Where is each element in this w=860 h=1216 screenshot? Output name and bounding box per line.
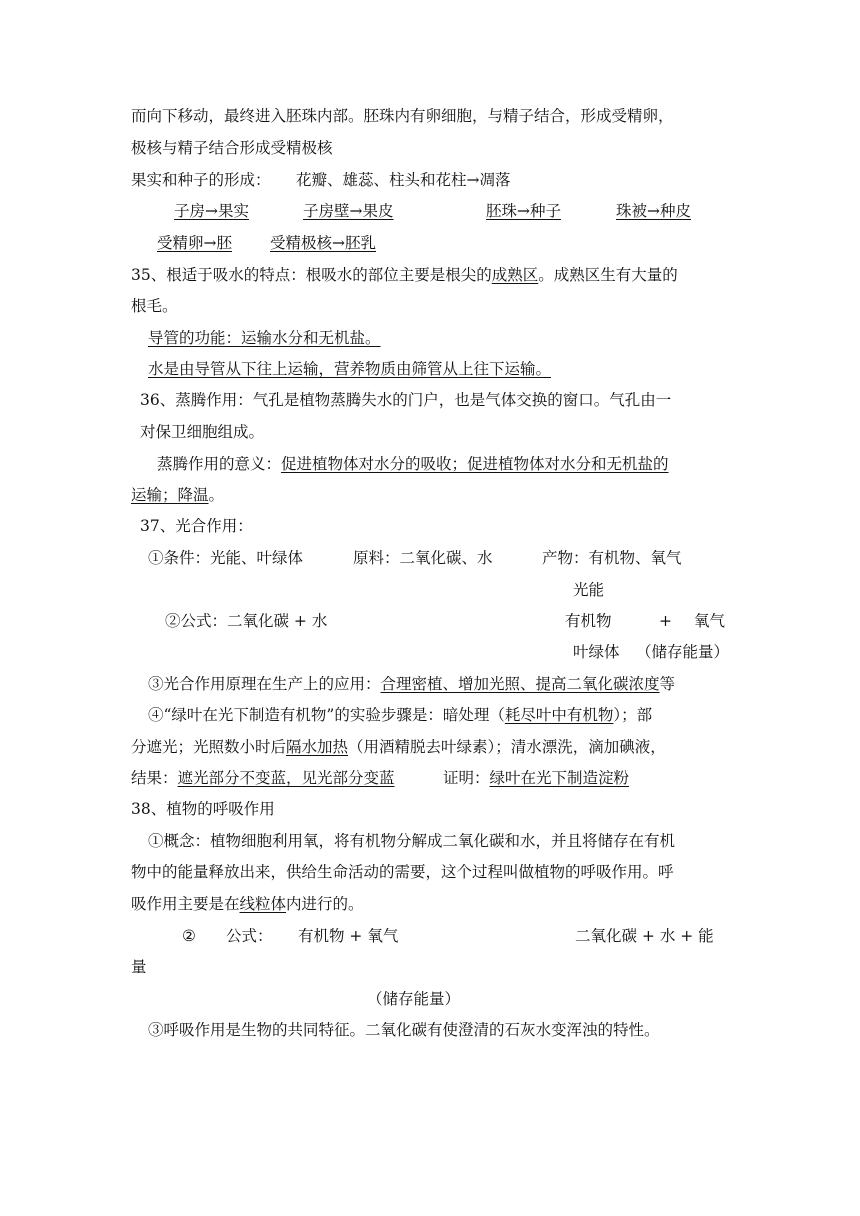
- section-36-line1: 36、蒸腾作用：气孔是植物蒸腾失水的门户，也是气体交换的窗口。气孔由一: [140, 391, 672, 409]
- section-36-line4: [131, 485, 224, 505]
- formula-store-energy: （储存能量）: [636, 643, 730, 661]
- vessel-function: 导管的功能：运输水分和无机盐。: [148, 329, 381, 347]
- paragraph-line: 极核与精子结合形成受精极核: [131, 139, 333, 157]
- formula-chloroplast-label: 叶绿体: [573, 643, 620, 661]
- respiration-formula-number: ②: [182, 927, 196, 945]
- respiration-feature: ③呼吸作用是生物的共同特征。二氧化碳有使澄清的石灰水变浑浊的特性。: [148, 1021, 660, 1039]
- text-segment: 内进行的。: [286, 895, 364, 913]
- respiration-concept-line3: [131, 894, 364, 914]
- mapping-integument: 珠被→种皮: [616, 202, 691, 220]
- formula-organic: 有机物: [565, 612, 612, 630]
- photosynthesis-application: [148, 674, 675, 694]
- experiment-line2: [131, 737, 666, 757]
- respiration-formula-left: 有机物 + 氧气: [298, 927, 399, 945]
- section-35-line2: 根毛。: [131, 297, 178, 315]
- underlined-answer: 隔水加热: [286, 738, 349, 756]
- section-36-line3: [157, 454, 669, 474]
- text-segment: 证明：: [443, 769, 490, 787]
- paragraph-line: 而向下移动，最终进入胚珠内部。胚珠内有卵细胞，与精子结合，形成受精卵，: [131, 107, 674, 125]
- respiration-store-energy: （储存能量）: [367, 990, 461, 1008]
- underlined-answer: 运输；降温: [131, 486, 209, 504]
- underlined-answer: 合理密植、增加光照、提高二氧化碳浓度: [380, 675, 660, 693]
- mapping-polar-nucleus: 受精极核→胚乳: [270, 234, 376, 252]
- text-segment: ）；部: [613, 706, 653, 724]
- mapping-ovary: 子房→果实: [174, 202, 249, 220]
- section-35-line1: [131, 265, 678, 285]
- photosynthesis-raw: 原料：二氧化碳、水: [353, 549, 493, 567]
- text-segment: 蒸腾作用的意义：: [157, 455, 282, 473]
- mapping-ovary-wall: 子房壁→果皮: [303, 202, 394, 220]
- experiment-result: [131, 768, 395, 788]
- text-segment: ③光合作用原理在生产上的应用：: [148, 675, 381, 693]
- transport-direction: 水是由导管从下往上运输，营养物质由筛管从上往下运输。: [148, 360, 552, 378]
- section-37-title: 37、光合作用：: [140, 517, 253, 535]
- text-segment: 等: [659, 675, 676, 693]
- text-segment: 。成熟区生有大量的: [538, 266, 678, 284]
- mapping-ovule: 胚珠→种子: [486, 202, 561, 220]
- experiment-proof: [443, 768, 629, 788]
- respiration-concept-line2: 物中的能量释放出来，供给生命活动的需要，这个过程叫做植物的呼吸作用。呼: [131, 863, 674, 881]
- experiment-line1: [148, 705, 652, 725]
- respiration-formula-right: 二氧化碳 + 水 + 能: [575, 927, 714, 945]
- section-38-title: 38、植物的呼吸作用: [131, 800, 275, 818]
- text-segment: 结果：: [131, 769, 178, 787]
- photosynthesis-product: 产物：有机物、氧气: [542, 549, 682, 567]
- respiration-formula-label: 公式：: [226, 927, 273, 945]
- underlined-answer: 线粒体: [239, 895, 287, 913]
- respiration-concept-line1: ①概念：植物细胞利用氧，将有机物分解成二氧化碳和水，并且将储存在有机: [148, 832, 676, 850]
- text-segment: （用酒精脱去叶绿素）；清水漂洗，滴加碘液，: [348, 738, 666, 756]
- formula-plus: +: [659, 612, 672, 630]
- formula-oxygen: 氧气: [694, 612, 726, 630]
- fruit-title: 果实和种子的形成：: [131, 171, 271, 189]
- underlined-answer: 耗尽叶中有机物: [504, 706, 614, 724]
- text-segment: 35、根适于吸水的特点：根吸水的部位主要是根尖的: [131, 266, 492, 284]
- underlined-answer: 成熟区: [491, 266, 539, 284]
- text-segment: 。: [208, 486, 225, 504]
- underlined-answer: 促进植物体对水分的吸收；促进植物体对水分和无机盐的: [281, 455, 669, 473]
- text-segment: ④“绿叶在光下制造有机物”的实验步骤是：暗处理（: [148, 706, 505, 724]
- mapping-zygote: 受精卵→胚: [157, 234, 232, 252]
- photosynthesis-condition: ①条件：光能、叶绿体: [148, 549, 304, 567]
- underlined-answer: 遮光部分不变蓝，见光部分变蓝: [177, 769, 395, 787]
- text-segment: 分遮光；光照数小时后: [131, 738, 287, 756]
- text-segment: 吸作用主要是在: [131, 895, 240, 913]
- fruit-wither: 花瓣、雄蕊、柱头和花柱→凋落: [296, 171, 511, 189]
- respiration-formula-continuation: 量: [131, 958, 147, 976]
- photosynthesis-formula: ②公式：二氧化碳 + 水: [165, 612, 328, 630]
- section-36-line2: 对保卫细胞组成。: [140, 423, 265, 441]
- formula-light-label: 光能: [573, 581, 605, 599]
- underlined-answer: 绿叶在光下制造淀粉: [489, 769, 630, 787]
